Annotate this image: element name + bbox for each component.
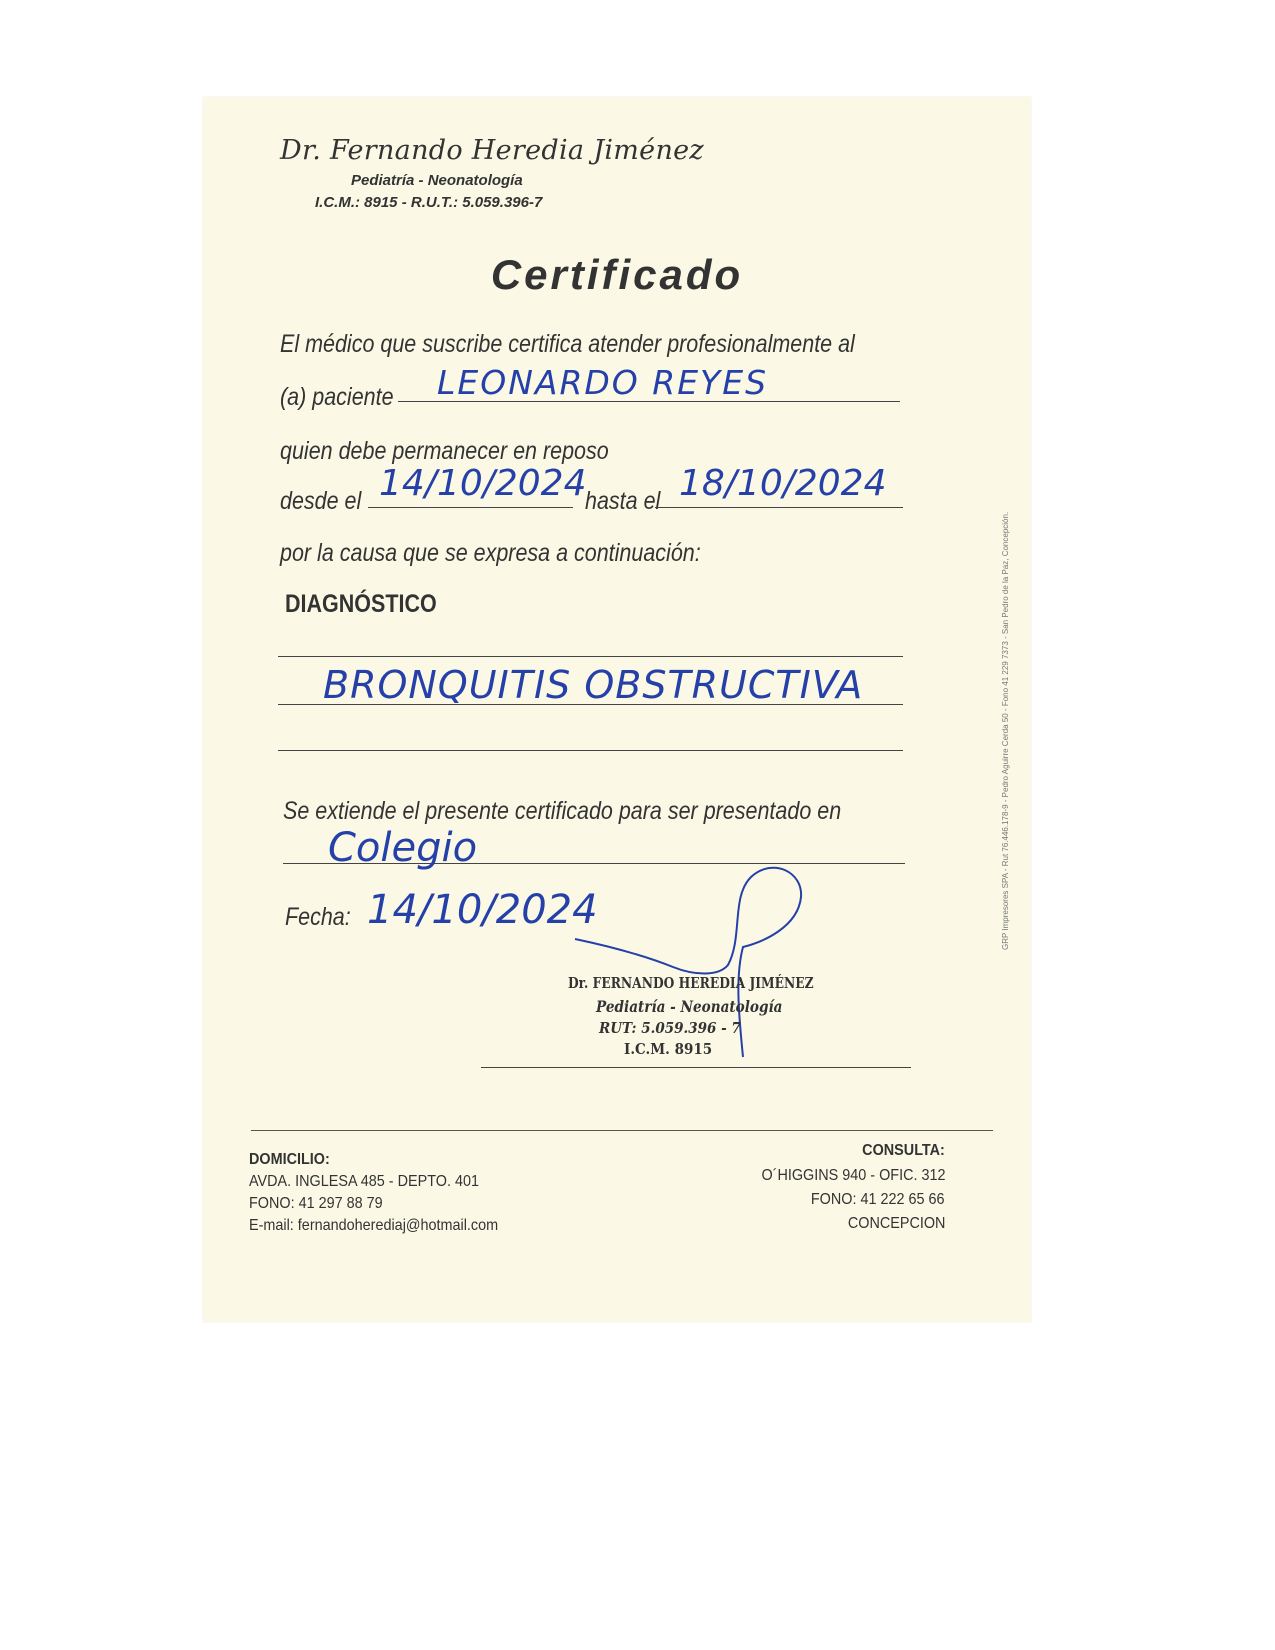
- email: E-mail: fernandoherediaj@hotmail.com: [249, 1217, 499, 1234]
- doctor-name-heading: Dr. Fernando Heredia Jiménez: [280, 135, 704, 166]
- diagnosis-handwritten: BRONQUITIS OBSTRUCTIVA: [323, 663, 864, 707]
- office-address: O´HIGGINS 940 - OFIC. 312: [760, 1167, 945, 1184]
- home-label: DOMICILIO:: [249, 1151, 330, 1168]
- stamp-icm: I.C.M. 8915: [624, 1040, 713, 1058]
- destination-handwritten: Colegio: [328, 825, 478, 871]
- home-address: AVDA. INGLESA 485 - DEPTO. 401: [249, 1173, 479, 1190]
- printer-note: GRP Impresores SPA - Rut 76.446.178-9 - Pedro Aguirre Cerda 50 - Fono 41 229 7373 - San Pedro de la Paz, Concepción.: [1001, 511, 1010, 950]
- diagnosis-label: DIAGNÓSTICO: [285, 590, 437, 618]
- stamp-name: Dr. FERNANDO HEREDIA JIMÉNEZ: [568, 974, 814, 992]
- home-phone: FONO: 41 297 88 79: [249, 1195, 383, 1212]
- intro-text: El médico que suscribe certifica atender profesionalmente al: [280, 330, 855, 358]
- footer-rule: [251, 1130, 993, 1131]
- date-label: Fecha:: [285, 903, 351, 931]
- handwritten-signature: [203, 97, 1031, 1097]
- office-city: CONCEPCION: [847, 1215, 945, 1232]
- patient-label: (a) paciente: [280, 383, 394, 411]
- stamp-specialty: Pediatría - Neonatología: [596, 997, 783, 1016]
- signature-line: [481, 1067, 911, 1068]
- to-date-handwritten: 18/10/2024: [679, 463, 887, 504]
- from-label: desde el: [280, 487, 362, 515]
- doctor-specialty: Pediatría - Neonatología: [351, 172, 523, 189]
- doctor-ids: I.C.M.: 8915 - R.U.T.: 5.059.396-7: [315, 194, 543, 211]
- patient-name-handwritten: LEONARDO REYES: [437, 363, 769, 402]
- cause-label: por la causa que se expresa a continuación:: [280, 539, 701, 567]
- office-phone: FONO: 41 222 65 66: [811, 1191, 945, 1208]
- to-label: hasta el: [585, 487, 661, 515]
- certificate-paper: [203, 97, 1031, 1322]
- certificate-title: Certificado: [490, 251, 744, 298]
- stamp-rut: RUT: 5.059.396 - 7: [599, 1019, 741, 1037]
- rest-label: quien debe permanecer en reposo: [280, 437, 609, 465]
- office-label: CONSULTA:: [862, 1142, 945, 1159]
- from-date-handwritten: 14/10/2024: [379, 463, 587, 504]
- extend-text: Se extiende el presente certificado para ser presentado en: [283, 797, 842, 825]
- date-handwritten: 14/10/2024: [367, 887, 598, 933]
